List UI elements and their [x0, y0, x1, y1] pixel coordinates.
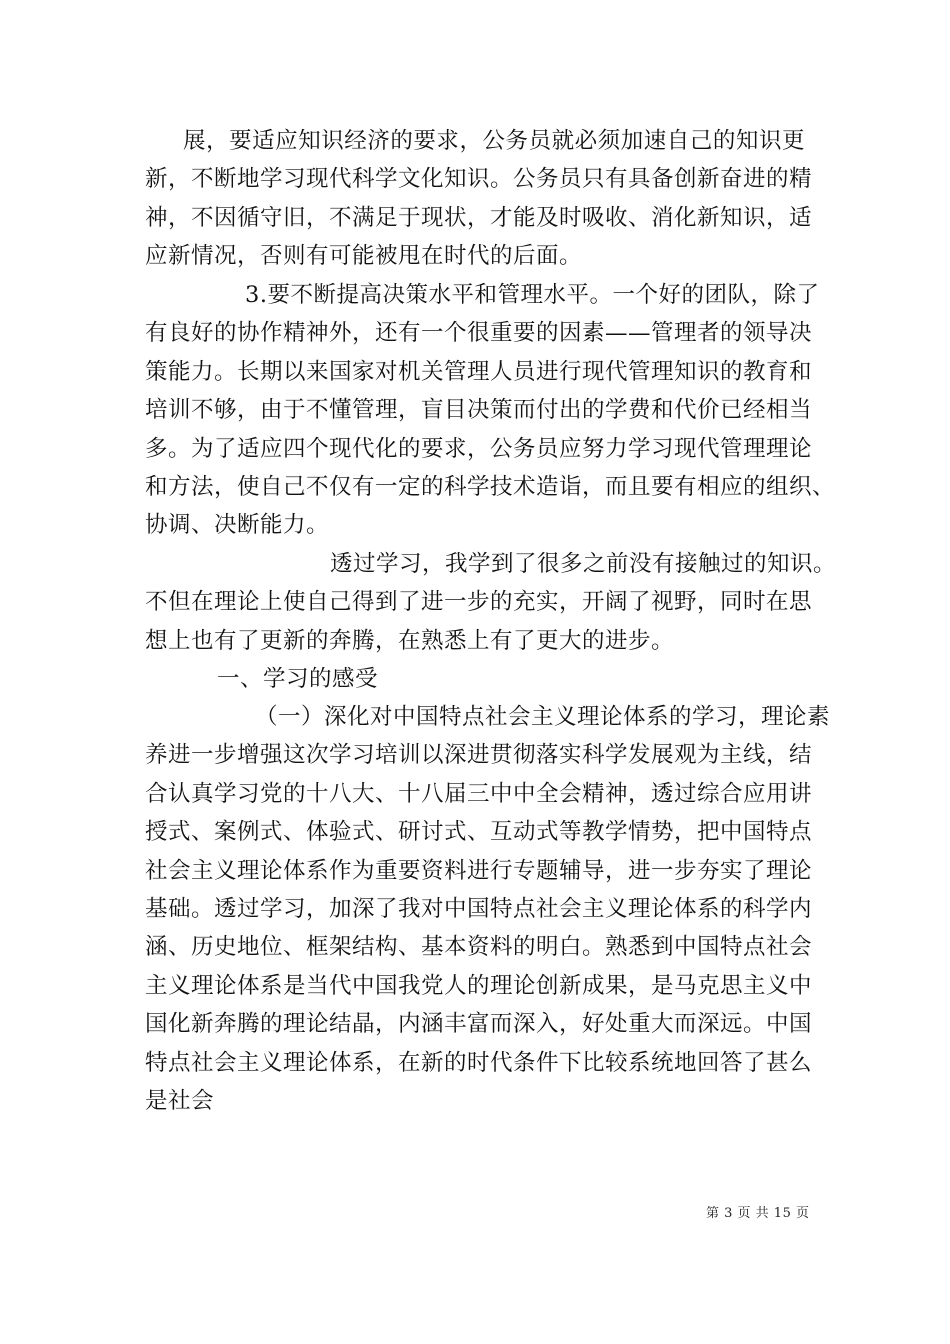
text-line: 国化新奔腾的理论结晶，内涵丰富而深入，好处重大而深远。中国 — [145, 1011, 813, 1038]
text-line: 授式、案例式、体验式、研讨式、互动式等教学情势，把中国特点 — [145, 819, 813, 846]
page-number-footer: 第 3 页 共 15 页 — [706, 1206, 810, 1221]
paragraph-knowledge-update — [145, 122, 813, 276]
paragraph-learning-summary — [145, 545, 837, 660]
text-line: 策能力。长期以来国家对机关管理人员进行现代管理知识的教育和 — [145, 358, 813, 385]
paragraph-theory-study — [145, 698, 831, 1120]
text-line: 协调、决断能力。 — [145, 512, 330, 539]
text-line: 想上也有了更新的奔腾，在熟悉上有了更大的进步。 — [145, 627, 675, 654]
text-line: 3.要不断提高决策水平和管理水平。一个好的团队，除了 — [245, 282, 820, 308]
text-line: 透过学习，我学到了很多之前没有接触过的知识。 — [330, 551, 837, 577]
text-line: 基础。透过学习，加深了我对中国特点社会主义理论体系的科学内 — [145, 896, 813, 923]
text-line: 展，要适应知识经济的要求，公务员就必须加速自己的知识更 — [183, 128, 805, 154]
text-line: 新，不断地学习现代科学文化知识。公务员只有具备创新奋进的精 — [145, 166, 813, 193]
text-line: 特点社会主义理论体系，在新的时代条件下比较系统地回答了甚么 — [145, 1049, 813, 1076]
text-line: 和方法，使自己不仅有一定的科学技术造诣，而且要有相应的组织、 — [145, 474, 836, 501]
paragraph-decision-management — [145, 276, 836, 545]
text-line: 主义理论体系是当代中国我党人的理论创新成果，是马克思主义中 — [145, 972, 813, 999]
text-line: 神，不因循守旧，不满足于现状，才能及时吸收、消化新知识，适 — [145, 204, 813, 231]
text-line: （一）深化对中国特点社会主义理论体系的学习，理论素 — [255, 704, 831, 730]
text-line: 是社会 — [145, 1088, 215, 1115]
text-line: 不但在理论上使自己得到了进一步的充实，开阔了视野，同时在思 — [145, 589, 813, 616]
text-line: 涵、历史地位、框架结构、基本资料的明白。熟悉到中国特点社会 — [145, 934, 813, 961]
text-line: 养进一步增强这次学习培训以深进贯彻落实科学发展观为主线，结 — [145, 742, 813, 769]
text-line: 社会主义理论体系作为重要资料进行专题辅导，进一步夯实了理论 — [145, 857, 813, 884]
section-heading-text: 一、学习的感受 — [217, 666, 379, 692]
text-line: 有良好的协作精神外，还有一个很重要的因素——管理者的领导决 — [145, 320, 813, 347]
text-line: 合认真学习党的十八大、十八届三中中全会精神，透过综合应用讲 — [145, 780, 813, 807]
text-line: 应新情况，否则有可能被甩在时代的后面。 — [145, 243, 583, 270]
section-heading — [145, 660, 805, 698]
text-line: 多。为了适应四个现代化的要求，公务员应努力学习现代管理理论 — [145, 435, 813, 462]
text-line: 培训不够，由于不懂管理，盲目决策而付出的学费和代价已经相当 — [145, 397, 813, 424]
